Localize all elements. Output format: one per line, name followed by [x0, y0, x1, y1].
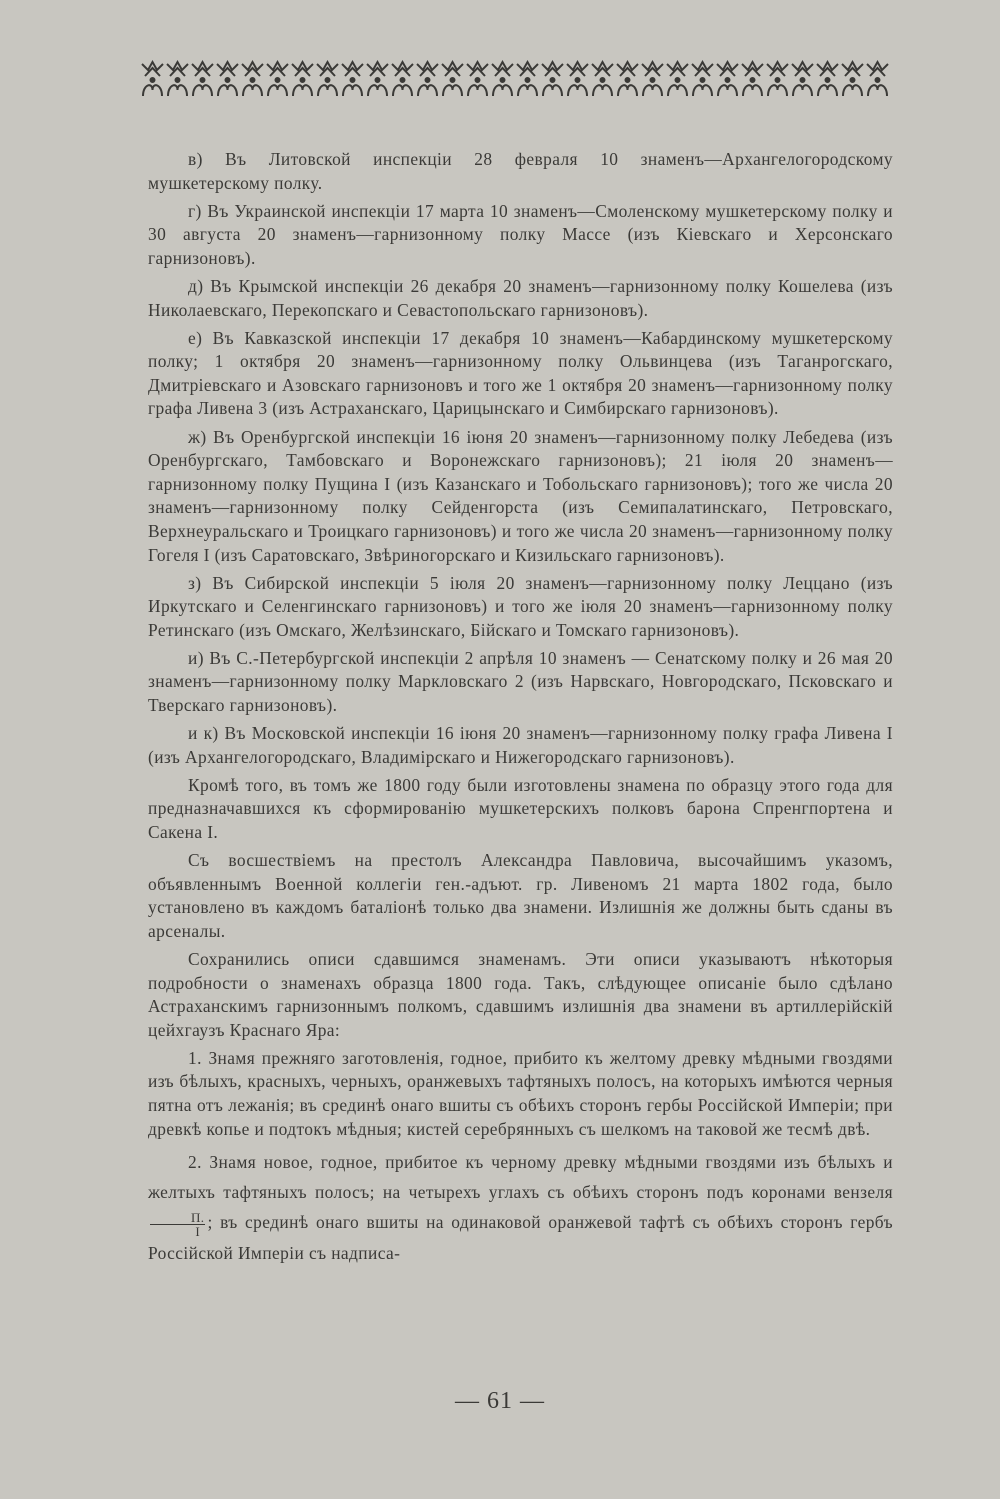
ornament-motif	[142, 62, 163, 96]
ornament-motif	[217, 62, 238, 96]
body-text	[148, 148, 893, 1272]
ornament-motif	[767, 62, 788, 96]
monogram-fraction	[150, 1211, 205, 1238]
ornament-motif	[842, 62, 863, 96]
ornament-motif	[167, 62, 188, 96]
paragraph-banner-2	[148, 1147, 893, 1268]
ornament-motif	[817, 62, 838, 96]
ornament-motif	[617, 62, 638, 96]
ornament-motif	[417, 62, 438, 96]
ornament-motif	[267, 62, 288, 96]
ornament-motif	[642, 62, 663, 96]
ornament-motif	[192, 62, 213, 96]
ornament-motif	[742, 62, 763, 96]
monogram-top: П.	[150, 1211, 205, 1225]
monogram-bottom: I	[195, 1223, 201, 1239]
banner-2-text-end: ; въ срединѣ онаго вшиты на одинаковой оранжевой тафтѣ съ обѣихъ сторонъ гербъ Россійской Имперіи съ надписа-	[148, 1212, 893, 1263]
ornament-motif	[867, 62, 888, 96]
paragraph-inventories: Сохранились описи сдавшимся знаменамъ. Эти описи указываютъ нѣкоторыя подробности о знаменахъ образца 1800 года. Такъ, слѣдующее описаніе было сдѣлано Астраханскимъ гарнизоннымъ полкомъ, сдавшимъ излишнія два знамени въ артиллерійскій цейхгаузъ Краснаго Яра:	[148, 949, 893, 1040]
ornament-motif	[317, 62, 338, 96]
ornament-motif	[367, 62, 388, 96]
ornament-motif	[567, 62, 588, 96]
ornament-motif	[442, 62, 463, 96]
ornament-motif	[492, 62, 513, 96]
paragraph-zh-orenburg-inspection: ж) Въ Оренбургской инспекціи 16 іюня 20 знаменъ—гарнизонному полку Лебедева (изъ Оренбургскаго, Тамбовскаго и Воронежскаго гарнизоновъ); 21 іюля 20 знаменъ—гарнизонному полку Пущина I (изъ Казанскаго и Тобольскаго гарнизоновъ); того же числа 20 знаменъ—гарнизонному полку Сейденгорста (изъ Семипалатинскаго, Петровскаго, Верхнеуральскаго и Троицкаго гарнизоновъ) и того же числа 20 знаменъ—гарнизонному полку Гогеля I (изъ Саратовскаго, Звѣриногорскаго и Кизильскаго гарнизоновъ).	[148, 426, 893, 565]
paragraph-v-lithuanian-inspection: в) Въ Литовской инспекціи 28 февраля 10 знаменъ—Архангелогородскому мушкетерскому полку.	[148, 149, 893, 193]
banner-2-text-start: 2. Знамя новое, годное, прибитое къ черному древку мѣдными гвоздями изъ бѣлыхъ и желтыхъ тафтяныхъ полосъ; на четырехъ углахъ съ обѣихъ сторонъ подъ коронами вензеля	[148, 1152, 893, 1203]
ornament-motif	[692, 62, 713, 96]
paragraph-d-crimean-inspection: д) Въ Крымской инспекціи 26 декабря 20 знаменъ—гарнизонному полку Кошелева (изъ Николаевскаго, Перекопскаго и Севастопольскаго гарнизоновъ).	[148, 275, 893, 320]
paragraph-additional-banners: Кромѣ того, въ томъ же 1800 году были изготовлены знамена по образцу этого года для предназначавшихся къ сформированію мушкетерскихъ полковъ барона Спренгпортена и Сакена I.	[148, 774, 893, 843]
paragraph-z-siberian-inspection: з) Въ Сибирской инспекціи 5 іюля 20 знаменъ—гарнизонному полку Леццано (изъ Иркутскаго и Селенгинскаго гарнизоновъ) и того же іюля 20 знаменъ—гарнизонному полку Ретинскаго (изъ Омскаго, Желѣзинскаго, Бійскаго и Томскаго гарнизоновъ).	[148, 572, 893, 640]
page-number: — 61 —	[455, 1388, 545, 1414]
ornament-motif	[667, 62, 688, 96]
ornament-motif	[717, 62, 738, 96]
ornament-motif	[517, 62, 538, 96]
decorative-header-ornament-icon	[140, 58, 890, 102]
ornament-motif	[792, 62, 813, 96]
ornament-motif	[342, 62, 363, 96]
ornament-motif	[592, 62, 613, 96]
ornament-motif	[392, 62, 413, 96]
paragraph-k-moscow-inspection: и к) Въ Московской инспекціи 16 іюня 20 знаменъ—гарнизонному полку графа Ливена I (изъ Архангелогородскаго, Владимірскаго и Нижегородскаго гарнизоновъ).	[148, 723, 893, 767]
ornament-motif	[467, 62, 488, 96]
paragraph-i-petersburg-inspection: и) Въ С.-Петербургской инспекціи 2 апрѣля 10 знаменъ — Сенатскому полку и 26 мая 20 знаменъ—гарнизонному полку Маркловскаго 2 (изъ Нарвскаго, Новгородскаго, Псковскаго и Тверскаго гарнизоновъ).	[148, 647, 893, 716]
ornament-motif	[242, 62, 263, 96]
paragraph-alexander-decree: Съ восшествіемъ на престолъ Александра Павловича, высочайшимъ указомъ, объявленнымъ Военной коллегіи ген.-адъют. гр. Ливеномъ 21 марта 1802 года, было установлено въ каждомъ баталіонѣ только два знамени. Излишнія же должны быть сданы въ арсеналы.	[148, 850, 893, 941]
ornament-motif	[542, 62, 563, 96]
paragraph-banner-1: 1. Знамя прежняго заготовленія, годное, прибито къ желтому древку мѣдными гвоздями изъ бѣлыхъ, красныхъ, черныхъ, оранжевыхъ тафтяныхъ полосъ, на которыхъ имѣются черныя пятна отъ лежанія; въ срединѣ онаго вшиты съ обѣихъ сторонъ гербы Россійской Имперіи; при древкѣ копье и подтокъ мѣдныя; кистей серебрянныхъ съ шелкомъ на таковой же тесмѣ двѣ.	[148, 1047, 893, 1139]
ornament-motif	[292, 62, 313, 96]
paragraph-e-caucasian-inspection: е) Въ Кавказской инспекціи 17 декабря 10 знаменъ—Кабардинскому мушкетерскому полку; 1 октября 20 знаменъ—гарнизонному полку Ольвинцева (изъ Таганрогскаго, Дмитріевскаго и Азовскаго гарнизоновъ и того же 1 октября 20 знаменъ—гарнизонному полку графа Ливена 3 (изъ Астраханскаго, Царицынскаго и Симбирскаго гарнизоновъ).	[148, 327, 893, 419]
paragraph-g-ukrainian-inspection: г) Въ Украинской инспекціи 17 марта 10 знаменъ—Смоленскому мушкетерскому полку и 30 августа 20 знаменъ—гарнизонному полку Массе (изъ Кіевскаго и Херсонскаго гарнизоновъ).	[148, 200, 893, 268]
